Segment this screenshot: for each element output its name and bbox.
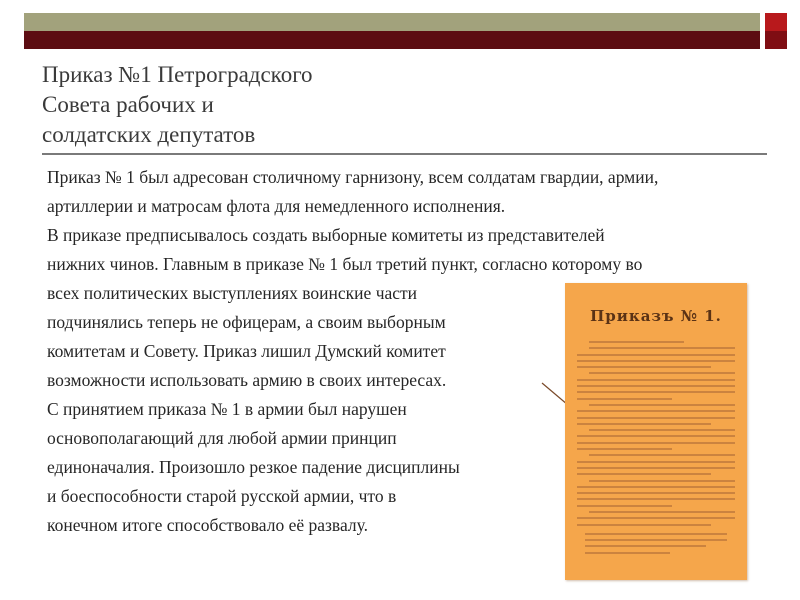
- header-decoration-bar: [24, 13, 787, 49]
- body-line: подчинялись теперь не офицерам, а своим выборным: [47, 312, 446, 332]
- document-line: [589, 372, 735, 374]
- document-line: [577, 410, 735, 412]
- slide-title: [42, 60, 542, 150]
- body-line: артиллерии и матросам флота для немедленного исполнения.: [47, 196, 506, 216]
- body-line: С принятием приказа № 1 в армии был нарушен: [47, 399, 407, 419]
- document-line: [577, 391, 735, 393]
- document-text-lines: [577, 341, 735, 530]
- document-line: [589, 341, 684, 343]
- document-line: [577, 448, 672, 450]
- document-line: [577, 417, 735, 419]
- body-line: всех политических выступлениях воинские части: [47, 283, 418, 303]
- title-line: Приказ №1 Петроградского: [42, 62, 313, 87]
- document-line: [585, 545, 706, 547]
- document-line: [577, 435, 735, 437]
- body-line: конечном итоге способствовало её развалу.: [47, 515, 368, 535]
- document-line: [577, 461, 735, 463]
- document-line: [585, 539, 727, 541]
- document-line: [577, 385, 735, 387]
- order-document-image: [565, 283, 747, 580]
- document-line: [577, 498, 735, 500]
- document-line: [585, 533, 727, 535]
- document-line: [577, 486, 735, 488]
- header-bar-dark: [24, 31, 760, 49]
- document-heading: Приказъ № 1.: [590, 307, 722, 325]
- header-accent-top: [765, 13, 787, 31]
- document-line: [589, 347, 735, 349]
- body-line: В приказе предписывалось создать выборные комитеты из представителей: [47, 225, 605, 245]
- body-line: нижних чинов. Главным в приказе № 1 был третий пункт, согласно которому во: [47, 254, 643, 274]
- body-line: возможности использовать армию в своих интересах.: [47, 370, 447, 390]
- title-divider: [42, 153, 767, 155]
- body-line: и боеспособности старой русской армии, что в: [47, 486, 397, 506]
- document-line: [577, 379, 735, 381]
- document-line: [577, 517, 735, 519]
- document-line: [577, 366, 711, 368]
- document-line: [577, 473, 711, 475]
- document-line: [577, 467, 735, 469]
- title-line: Совета рабочих и: [42, 92, 214, 117]
- header-bar-olive: [24, 13, 760, 31]
- document-line: [589, 480, 735, 482]
- document-line: [577, 398, 672, 400]
- document-line: [589, 404, 735, 406]
- document-line: [577, 442, 735, 444]
- body-line: единоначалия. Произошло резкое падение дисциплины: [47, 457, 460, 477]
- document-line: [577, 360, 735, 362]
- document-line: [577, 423, 711, 425]
- document-line: [589, 511, 735, 513]
- document-line: [589, 429, 735, 431]
- header-accent-bottom: [765, 31, 787, 49]
- title-line: солдатских депутатов: [42, 122, 256, 147]
- document-line: [577, 354, 735, 356]
- document-line: [585, 552, 670, 554]
- body-line: комитетам и Совету. Приказ лишил Думский комитет: [47, 341, 446, 361]
- document-line: [589, 454, 735, 456]
- document-line: [577, 492, 735, 494]
- body-line: основополагающий для любой армии принцип: [47, 428, 397, 448]
- document-line: [577, 524, 711, 526]
- document-footer: [585, 533, 727, 558]
- body-line: Приказ № 1 был адресован столичному гарнизону, всем солдатам гвардии, армии,: [47, 167, 659, 187]
- document-line: [577, 505, 672, 507]
